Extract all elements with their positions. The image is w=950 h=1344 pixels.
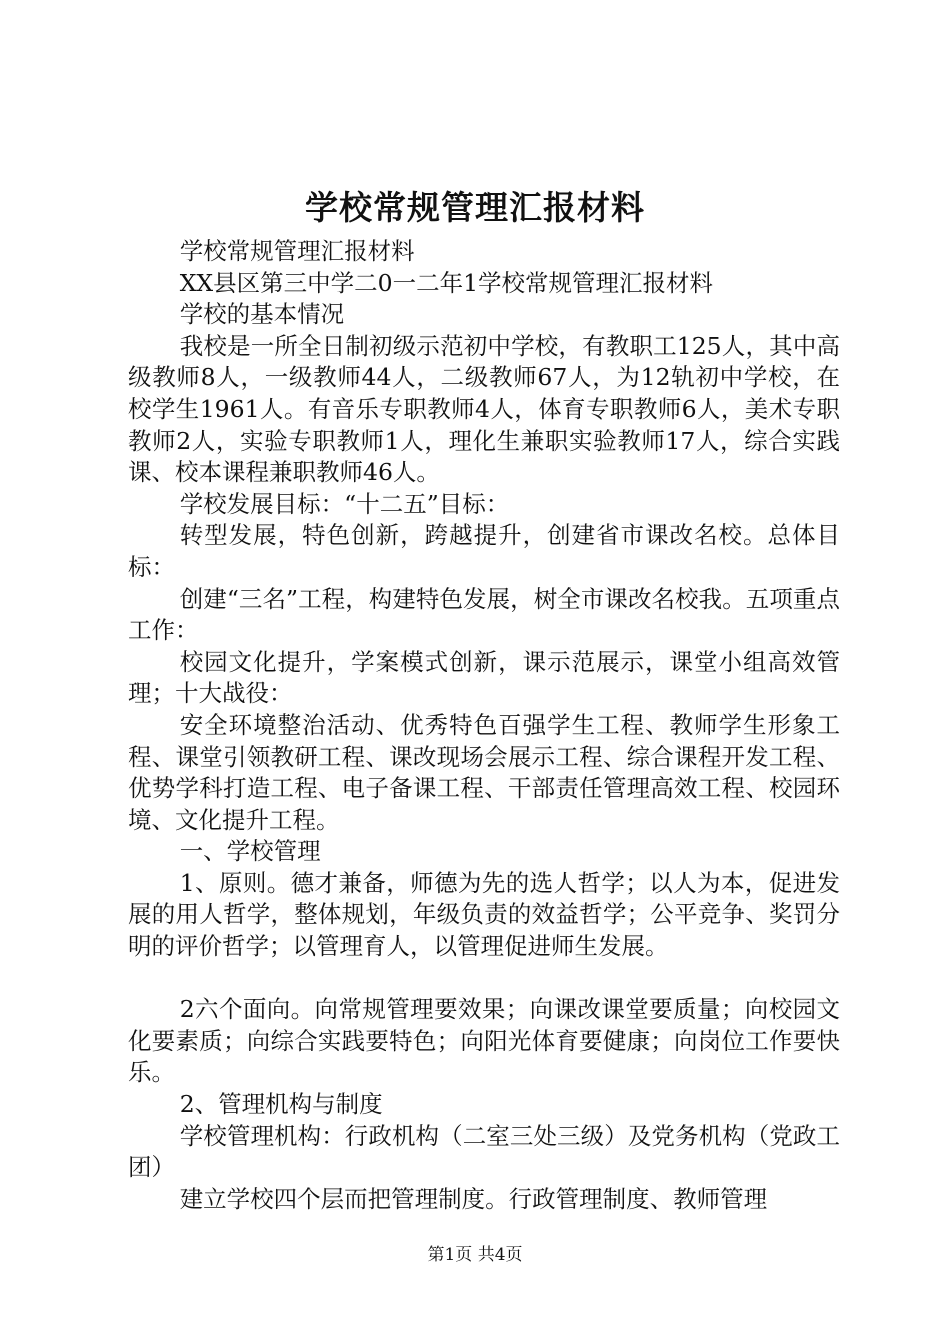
page-footer: 第1页 共4页 <box>427 1245 523 1265</box>
document-body <box>128 236 840 1215</box>
paragraph-8: 校园文化提升，学案模式创新，课示范展示，课堂小组高效管理；十大战役： <box>128 647 840 708</box>
paragraph-10: 一、学校管理 <box>179 837 321 866</box>
paragraph-1: 学校常规管理汇报材料 <box>179 237 415 265</box>
paragraph-4: 我校是一所全日制初级示范初中学校，有教职工125人，其中高级教师8人，一级教师44人，二级教师67人，为12轨初中学校，在校学生1961人。有音乐专职教师4人，体育专职教师6人，美术专职教师2人，实验专职教师1人，理化生兼职实验教师17人，综合实践课、校本课程兼职教师46人。 <box>128 331 840 487</box>
paragraph-3: 学校的基本情况 <box>179 300 345 329</box>
paragraph-14: 学校管理机构：行政机构（二室三处三级）及党务机构（党政工团） <box>128 1121 840 1182</box>
paragraph-15: 建立学校四个层而把管理制度。行政管理制度、教师管理 <box>179 1184 768 1213</box>
paragraph-6: 转型发展，特色创新，跨越提升，创建省市课改名校。总体目标： <box>128 521 840 581</box>
document-title: 学校常规管理汇报材料 <box>305 188 645 227</box>
paragraph-7: 创建“三名”工程，构建特色发展，树全市课改名校我。五项重点工作： <box>128 584 840 645</box>
paragraph-13: 2、管理机构与制度 <box>179 1090 383 1119</box>
paragraph-5: 学校发展目标：“十二五”目标： <box>179 489 510 518</box>
paragraph-9: 安全环境整治活动、优秀特色百强学生工程、教师学生形象工程、课堂引领教研工程、课改现场会展示工程、综合课程开发工程、优势学科打造工程、电子备课工程、干部责任管理高效工程、校园环境、文化提升工程。 <box>128 710 840 834</box>
paragraph-2: XX县区第三中学二0一二年1学校常规管理汇报材料 <box>179 268 714 297</box>
paragraph-12: 2六个面向。向常规管理要效果；向课改课堂要质量；向校园文化要素质；向综合实践要特色；向阳光体育要健康；向岗位工作要快乐。 <box>128 995 840 1087</box>
paragraph-11: 1、原则。德才兼备，师德为先的选人哲学；以人为本，促进发展的用人哲学，整体规划，年级负责的效益哲学；公平竞争、奖罚分明的评价哲学；以管理育人，以管理促进师生发展。 <box>128 868 840 961</box>
